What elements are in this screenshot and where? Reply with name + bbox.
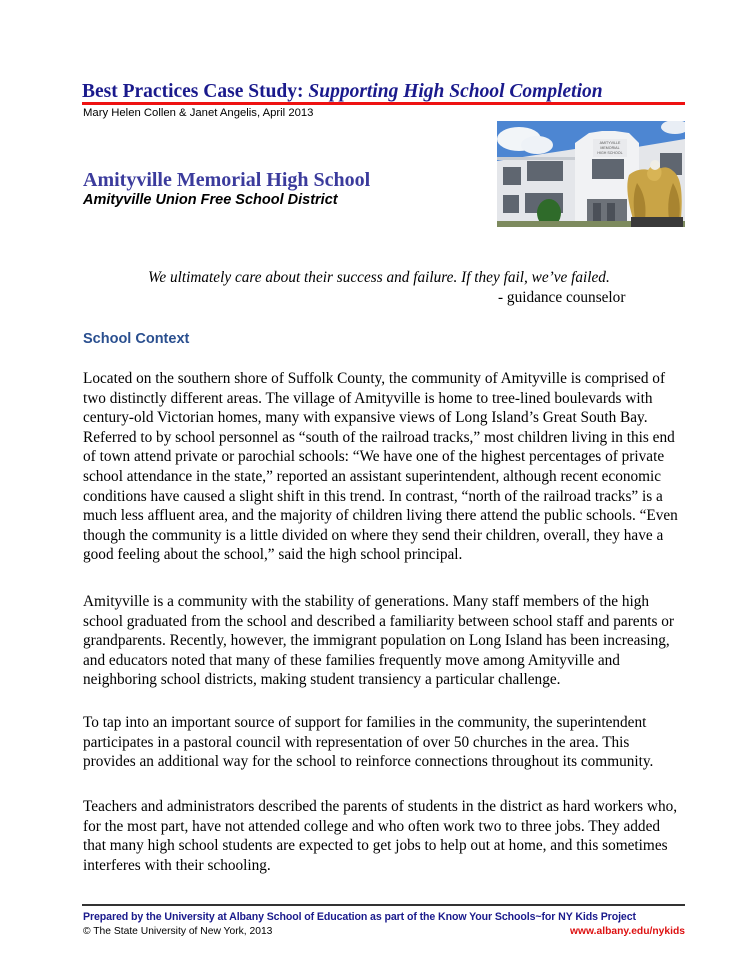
- text-line: participates in a pastoral council with representation of over 50 churches in the area. This: [83, 733, 630, 751]
- section-heading: School Context: [83, 331, 190, 347]
- text-line: Amityville is a community with the stability of generations. Many staff members of the high: [83, 593, 650, 610]
- text-line: two distinctly different areas. The village of Amityville is home to tree-lined boulevards with: [83, 389, 653, 407]
- text-line: school graduated from the school and described a familiarity between school staff and parents or: [83, 612, 674, 630]
- svg-text:MEMORIAL: MEMORIAL: [600, 146, 620, 150]
- text-line: interferes with their schooling.: [83, 856, 271, 874]
- title-bold: Best Practices Case Study:: [82, 81, 309, 102]
- text-line: school attendance in the state,” reported an assistant superintendent, although recent economic: [83, 467, 662, 485]
- footer-copyright: © The State University of New York, 2013: [83, 926, 273, 937]
- footer-rule: [82, 904, 685, 906]
- paragraph-4: [83, 797, 683, 875]
- text-line: and educators noted that many of these families frequently move among Amityville and: [83, 651, 620, 669]
- district-name: Amityville Union Free School District: [83, 192, 338, 208]
- text-line: Referred to by school personnel as “south of the railroad tracks,” most children living in this end: [83, 428, 675, 446]
- school-name: Amityville Memorial High School: [83, 169, 371, 191]
- text-line: century-old Victorian homes, many with expansive views of Long Island’s Great South Bay.: [83, 409, 648, 427]
- pull-quote: We ultimately care about their success and failure. If they fail, we’ve failed.: [148, 269, 610, 286]
- svg-text:HIGH SCHOOL: HIGH SCHOOL: [597, 151, 623, 155]
- text-line: much less affluent area, and the majority of children living there attend the public schools. “Even: [83, 507, 678, 525]
- text-line: for the most part, have not attended college and who often work two to three jobs. They added: [83, 817, 661, 835]
- text-line: neighboring school districts, making student transiency a particular challenge.: [83, 671, 561, 689]
- text-line: provides an additional way for the school to reinforce connections throughout its community.: [83, 753, 654, 771]
- header-rule: [82, 102, 685, 105]
- quote-attribution: - guidance counselor: [498, 289, 626, 306]
- school-photo: [497, 121, 685, 227]
- text-line: that many high school students are expected to get jobs to help out at home, and this sometimes: [83, 837, 668, 855]
- text-line: Located on the southern shore of Suffolk County, the community of Amityville is comprised of: [83, 370, 666, 387]
- text-line: grandparents. Recently, however, the immigrant population on Long Island has been increasing,: [83, 632, 670, 650]
- authors-byline: Mary Helen Collen & Janet Angelis, April 2013: [83, 107, 314, 119]
- page-title: [82, 80, 687, 104]
- text-line: conditions have caused a slight shift in this trend. In contrast, “north of the railroad tracks” is a: [83, 487, 663, 505]
- text-line: To tap into an important source of support for families in the community, the superintendent: [83, 714, 647, 731]
- text-line: Teachers and administrators described the parents of students in the district as hard workers who,: [83, 798, 678, 815]
- footer-prepared-by: Prepared by the University at Albany School of Education as part of the Know Your Schools~for NY Kids Project: [83, 911, 636, 923]
- title-italic: Supporting High School Completion: [308, 81, 603, 102]
- paragraph-3: [83, 713, 683, 772]
- svg-text:AMITYVILLE: AMITYVILLE: [599, 141, 621, 145]
- footer-url-link[interactable]: www.albany.edu/nykids: [569, 926, 685, 937]
- paragraph-2: [83, 592, 683, 690]
- text-line: good feeling about the school,” said the high school principal.: [83, 546, 463, 564]
- text-line: of town attend private or parochial schools: “We have one of the highest percentages of private: [83, 448, 665, 466]
- paragraph-1: [83, 369, 683, 565]
- text-line: though the community is a little divided on where they send their children, overall, they have a: [83, 526, 664, 544]
